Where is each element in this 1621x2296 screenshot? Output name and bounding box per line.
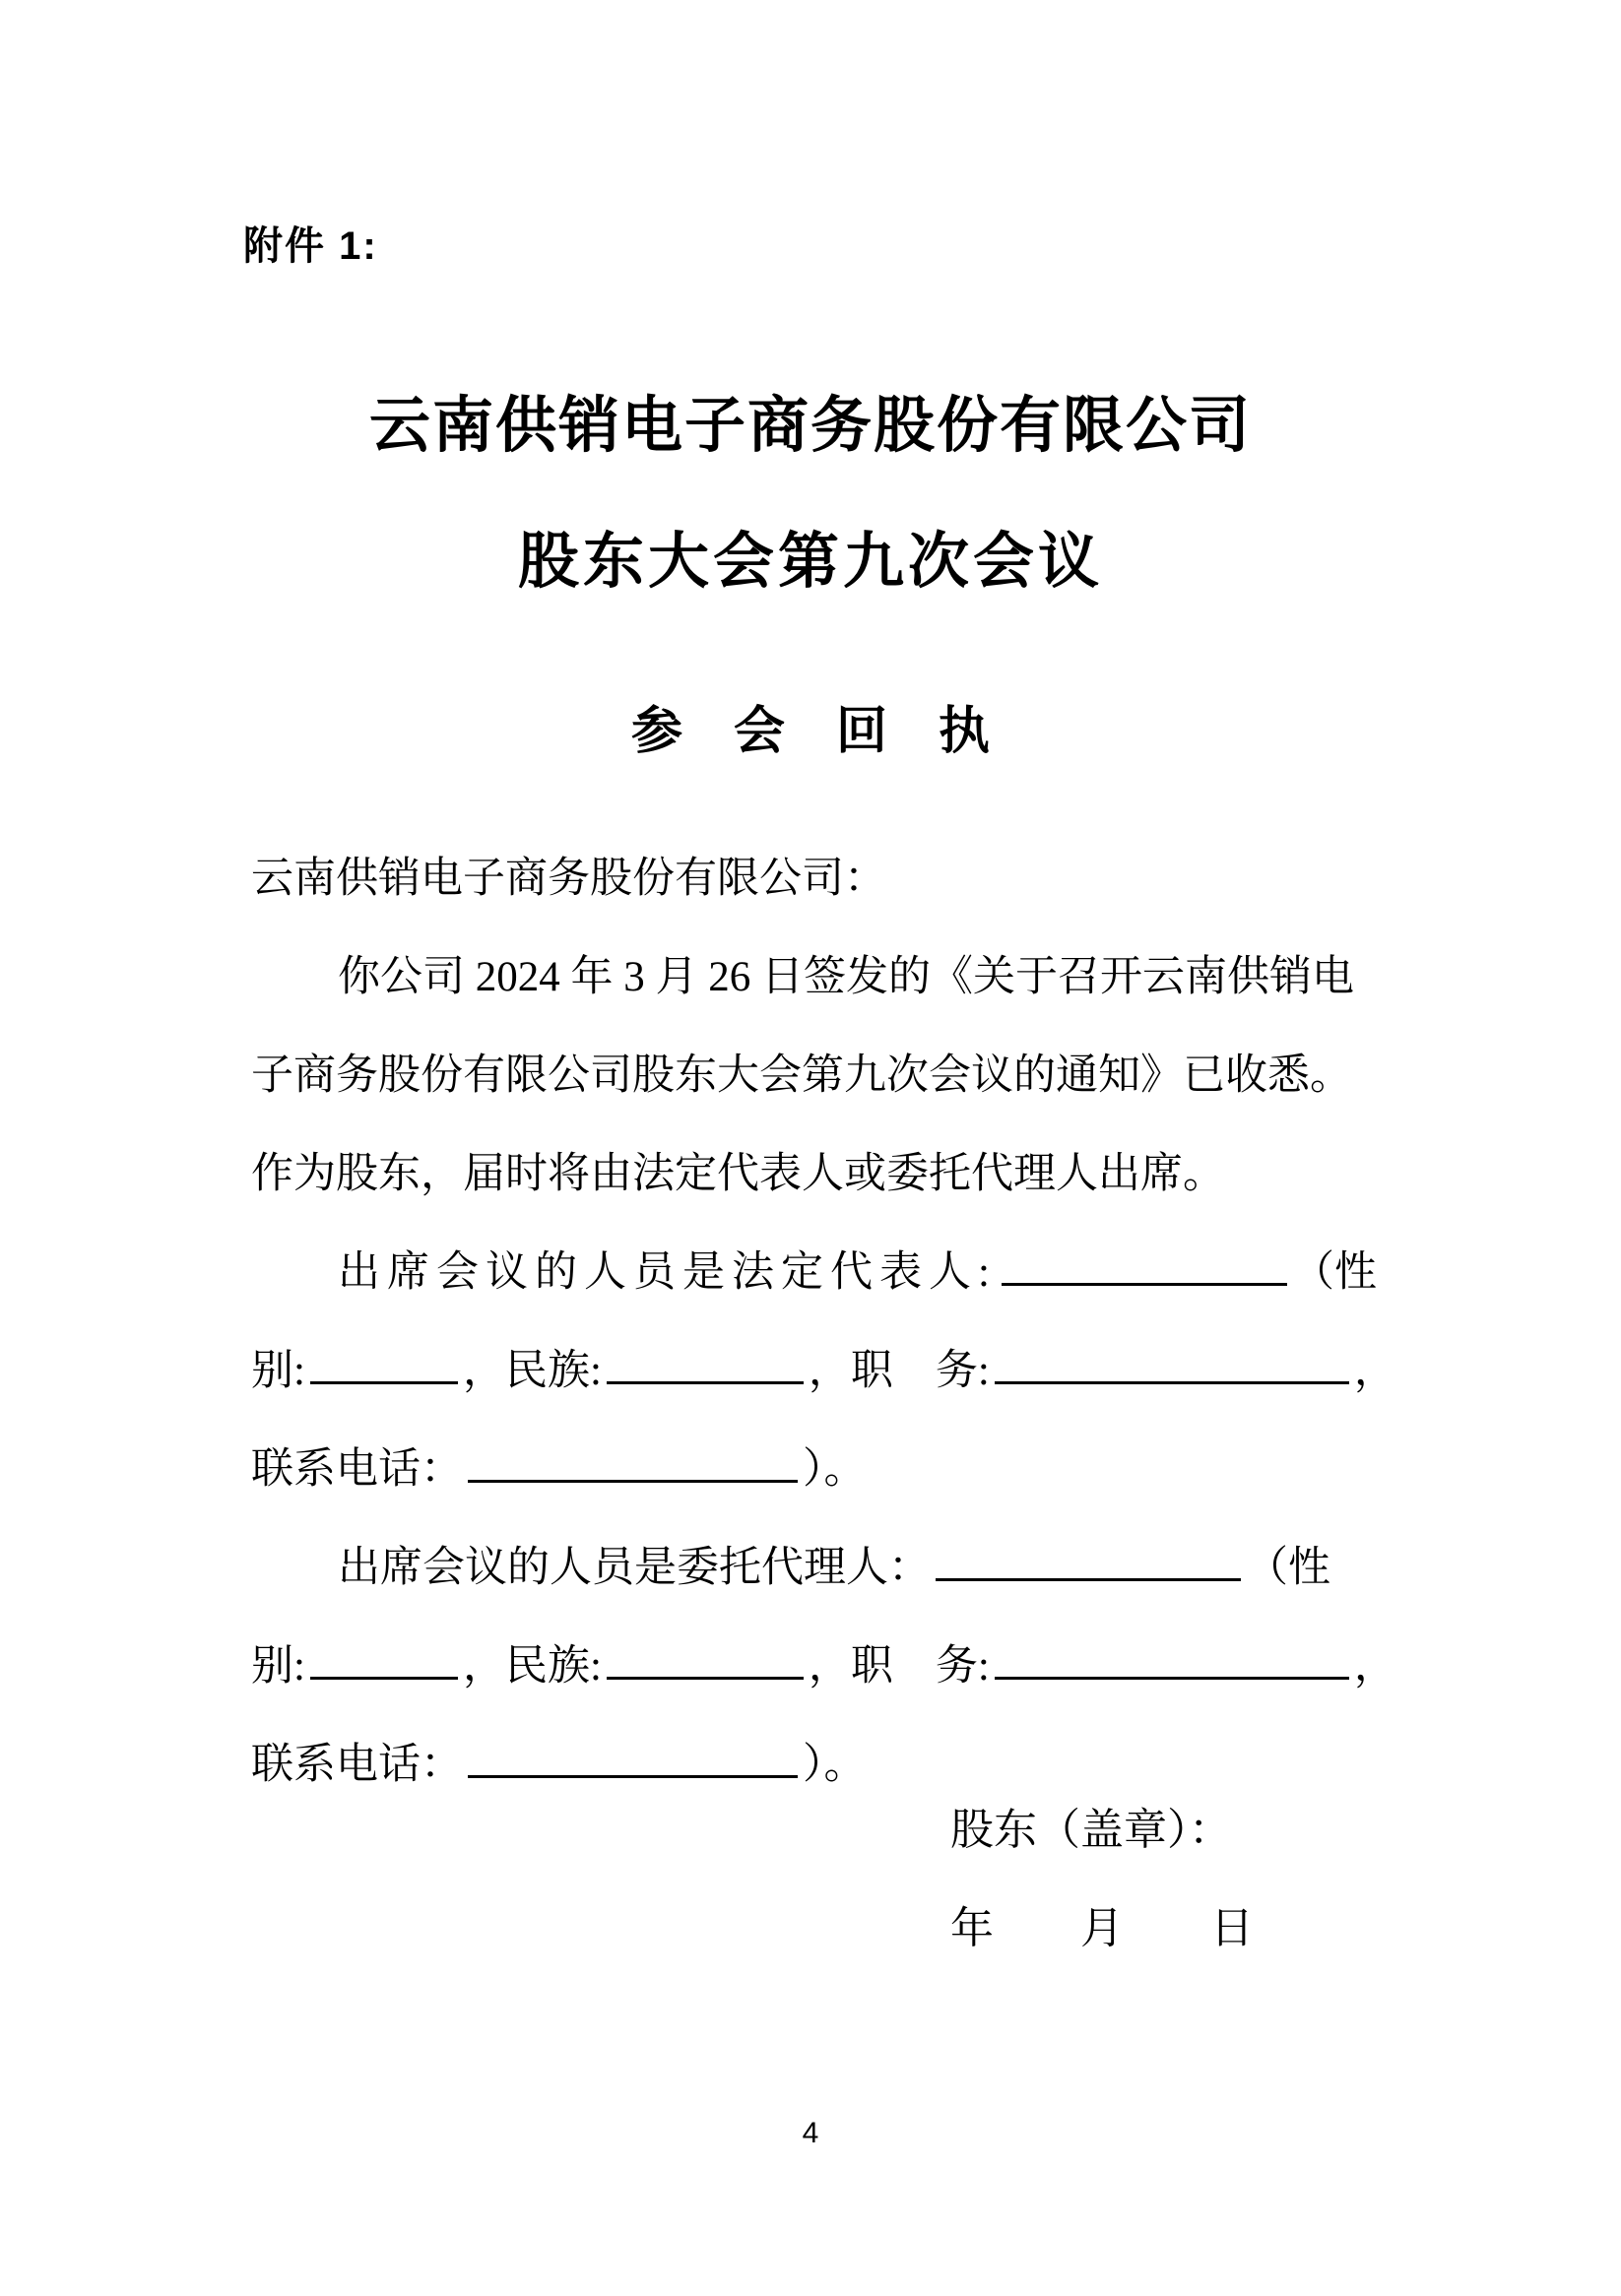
- document-subtitle-reply-slip: 参 会 回 执: [630, 704, 990, 760]
- page-number: 4: [802, 2117, 819, 2149]
- legal-rep-ethnic-blank: [607, 1342, 804, 1384]
- proxy-title-label: ，职 务:: [808, 1643, 990, 1690]
- legal-rep-close: ）。: [803, 1446, 867, 1493]
- paragraph-line-1: 你公司 2024 年 3 月 26 日签发的《关于召开云南供销电: [338, 954, 1354, 1000]
- legal-rep-gender-label: 别:: [251, 1348, 305, 1394]
- proxy-phone-label: 联系电话：: [251, 1742, 463, 1788]
- attachment-label: 附件 1:: [243, 224, 378, 268]
- legal-rep-line-2: [251, 1337, 1396, 1397]
- legal-rep-trailing-comma: ，: [1353, 1348, 1396, 1394]
- proxy-ethnic-blank: [607, 1637, 804, 1680]
- legal-rep-phone-blank: [468, 1440, 798, 1483]
- document-title-meeting: 股东大会第九次会议: [517, 529, 1103, 596]
- legal-rep-title-label: ，职 务:: [808, 1348, 990, 1394]
- legal-rep-lead: 出席会议的人员是法定代表人:: [338, 1249, 997, 1296]
- legal-rep-paren-open: （性: [1291, 1249, 1377, 1296]
- proxy-gender-blank: [310, 1637, 458, 1680]
- salutation: 云南供销电子商务股份有限公司：: [251, 856, 886, 902]
- legal-rep-gender-blank: [310, 1342, 458, 1384]
- proxy-paren-open: （性: [1246, 1545, 1330, 1591]
- legal-rep-name-blank: [1002, 1244, 1287, 1286]
- proxy-gender-label: 别:: [251, 1643, 305, 1690]
- proxy-line-2: [251, 1632, 1396, 1692]
- legal-rep-line-1: [338, 1239, 1377, 1299]
- paragraph-line-3: 作为股东，届时将由法定代表人或委托代理人出席。: [251, 1151, 1225, 1197]
- legal-rep-phone-label: 联系电话：: [251, 1446, 463, 1493]
- document-title-company: 云南供销电子商务股份有限公司: [368, 393, 1252, 460]
- proxy-phone-blank: [468, 1736, 798, 1778]
- proxy-title-blank: [995, 1637, 1349, 1680]
- paragraph-line-2: 子商务股份有限公司股东大会第九次会议的通知》已收悉。: [251, 1052, 1352, 1099]
- date-label: 年 月 日: [950, 1904, 1254, 1952]
- shareholder-stamp-label: 股东（盖章）：: [950, 1806, 1232, 1854]
- legal-rep-title-blank: [995, 1342, 1349, 1384]
- proxy-ethnic-label: ，民族:: [462, 1643, 602, 1690]
- legal-rep-line-3: [251, 1435, 867, 1496]
- proxy-line-3: [251, 1731, 867, 1791]
- proxy-close: ）。: [803, 1742, 867, 1788]
- proxy-line-1: [338, 1534, 1330, 1594]
- legal-rep-ethnic-label: ，民族:: [462, 1348, 602, 1394]
- proxy-lead: 出席会议的人员是委托代理人：: [338, 1545, 931, 1591]
- proxy-name-blank: [936, 1539, 1241, 1581]
- proxy-trailing-comma: ，: [1353, 1643, 1396, 1690]
